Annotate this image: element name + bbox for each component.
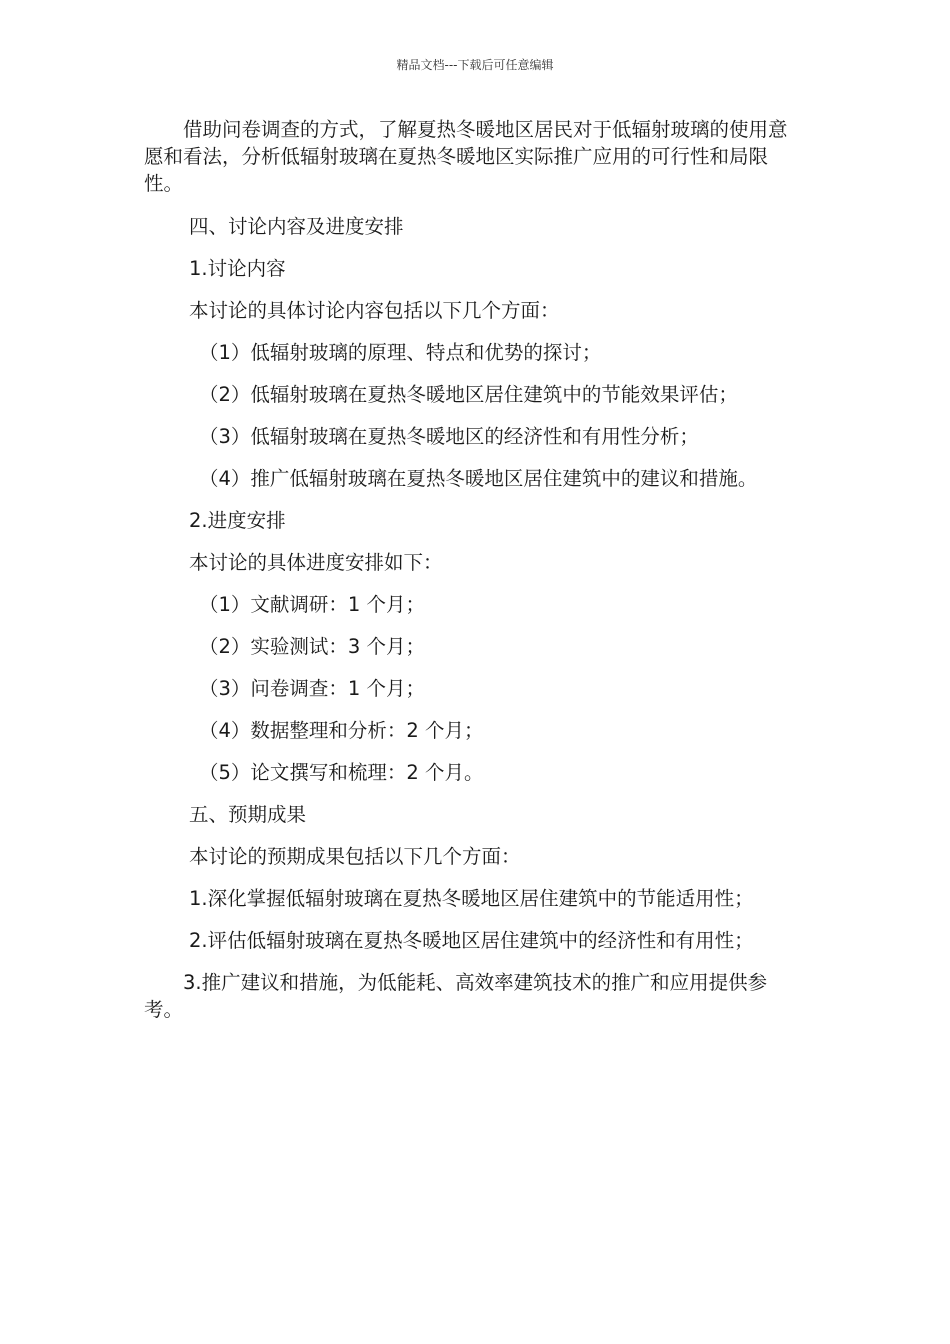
schedule-item: （3）问卷调查：1 个月； (199, 677, 426, 700)
intro-paragraph: 借助问卷调查的方式，了解夏热冬暖地区居民对于低辐射玻璃的使用意愿和看法，分析低辐射玻璃在夏热冬暖地区实际推广应用的可行性和局限性。 (144, 118, 788, 195)
section4-heading: 四、讨论内容及进度安排 (189, 215, 404, 238)
schedule-heading: 2.进度安排 (189, 509, 286, 532)
schedule-item: （1）文献调研：1 个月； (199, 593, 426, 616)
content-heading: 1.讨论内容 (189, 257, 286, 280)
content-item: （4）推广低辐射玻璃在夏热冬暖地区居住建筑中的建议和措施。 (199, 467, 758, 490)
schedule-item: （4）数据整理和分析：2 个月； (199, 719, 484, 742)
section5-heading: 五、预期成果 (189, 803, 307, 826)
outcomes-intro: 本讨论的预期成果包括以下几个方面： (189, 845, 521, 868)
content-item: （3）低辐射玻璃在夏热冬暖地区的经济性和有用性分析； (199, 425, 699, 448)
schedule-item: （5）论文撰写和梳理：2 个月。 (199, 761, 484, 784)
document-body (144, 116, 796, 1038)
schedule-item: （2）实验测试：3 个月； (199, 635, 426, 658)
closing-paragraph: 3.推广建议和措施，为低能耗、高效率建筑技术的推广和应用提供参考。 (144, 971, 768, 1021)
content-item: （2）低辐射玻璃在夏热冬暖地区居住建筑中的节能效果评估； (199, 383, 738, 406)
outcome-item: 1.深化掌握低辐射玻璃在夏热冬暖地区居住建筑中的节能适用性； (189, 887, 754, 910)
content-intro: 本讨论的具体讨论内容包括以下几个方面： (189, 299, 560, 322)
outcome-item: 2.评估低辐射玻璃在夏热冬暖地区居住建筑中的经济性和有用性； (189, 929, 754, 952)
content-item: （1）低辐射玻璃的原理、特点和优势的探讨； (199, 341, 602, 364)
page-header: 精品文档---下载后可任意编辑 (396, 58, 554, 72)
schedule-intro: 本讨论的具体进度安排如下： (189, 551, 443, 574)
